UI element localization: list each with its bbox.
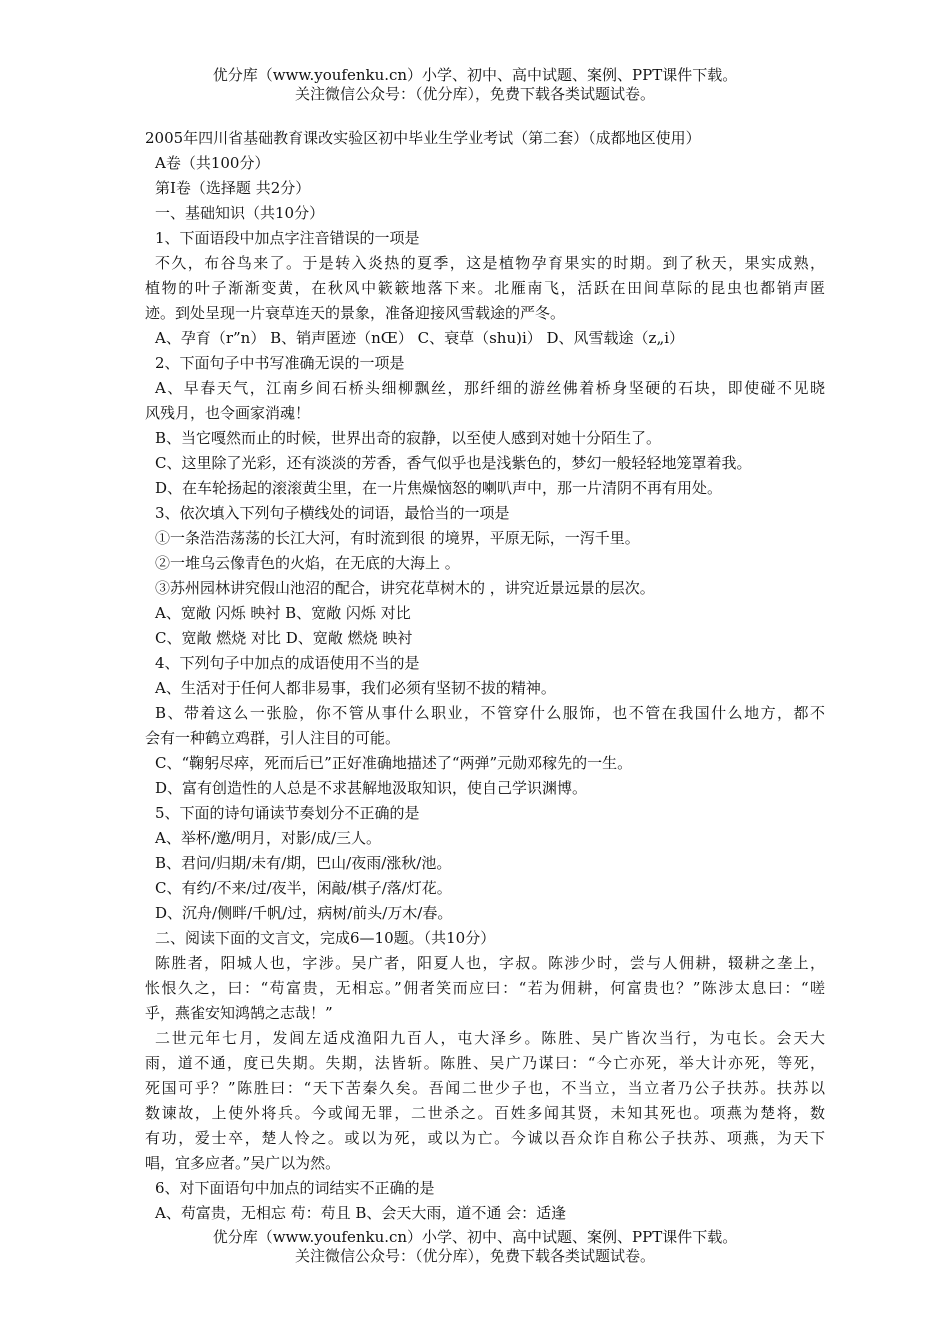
text-line: 3、依次填入下列句子横线处的词语，最恰当的一项是 [155, 504, 510, 522]
text-line: C、这里除了光彩，还有淡淡的芳香，香气似乎也是浅紫色的，梦幻一般轻轻地笼罩着我。 [155, 454, 752, 472]
text-line: 唱，宜多应者。”吴广以为然。 [145, 1154, 341, 1172]
text-line: B、君问/归期/未有/期，巴山/夜雨/涨秋/池。 [155, 854, 452, 872]
text-line: D、在车轮扬起的滚滚黄尘里，在一片焦燥恼怒的喇叭声中，那一片清阴不再有用处。 [155, 479, 723, 497]
text-line: 4、下列句子中加点的成语使用不当的是 [155, 654, 420, 672]
text-line: A、孕育（r”n） B、销声匿迹（nŒ） C、衰草（shu)i） D、风雪载途（z„i） [155, 329, 685, 347]
page-header [0, 66, 950, 104]
text-line: B、带着这么一张脸，你不管从事什么职业，不管穿什么服饰，也不管在我国什么地方，都不 [155, 704, 825, 722]
text-line: 第Ⅰ卷（选择题 共2分） [155, 179, 311, 197]
text-line: A卷（共100分） [155, 154, 270, 172]
header-line-2: 关注微信公众号：（优分库），免费下载各类试题试卷。 [294, 85, 655, 103]
text-line: ③苏州园林讲究假山池沼的配合，讲究花草树木的 ，讲究近景远景的层次。 [155, 579, 655, 597]
text-line: 乎，燕雀安知鸿鹄之志哉！” [145, 1004, 333, 1022]
text-line: 植物的叶子渐渐变黄，在秋风中簌簌地落下来。北雁南飞，活跃在田间草际的昆虫也都销声匿 [145, 279, 825, 297]
text-line: C、“鞠躬尽瘁，死而后已”正好准确地描述了“两弹”元勋邓稼先的一生。 [155, 754, 633, 772]
text-line: ②一堆乌云像青色的火焰，在无底的大海上 。 [155, 554, 460, 572]
text-line: D、沉舟/侧畔/千帆/过，病树/前头/万木/春。 [155, 904, 453, 922]
text-line: 怅恨久之，曰：“苟富贵，无相忘。”佣者笑而应曰：“若为佣耕，何富贵也？”陈涉太息曰：“嗟 [145, 979, 825, 997]
text-line: A、生活对于任何人都非易事，我们必须有坚韧不拔的精神。 [155, 679, 556, 697]
text-line: A、宽敞 闪烁 映衬 B、宽敞 闪烁 对比 [155, 604, 411, 622]
page-footer [0, 1228, 950, 1266]
text-line: 5、下面的诗句诵读节奏划分不正确的是 [155, 804, 420, 822]
text-line: 死国可乎？”陈胜曰：“天下苦秦久矣。吾闻二世少子也，不当立，当立者乃公子扶苏。扶苏以 [145, 1079, 825, 1097]
text-line: 雨，道不通，度已失期。失期，法皆斩。陈胜、吴广乃谋曰：“今亡亦死，举大计亦死，等死， [145, 1054, 825, 1072]
text-line: 二、阅读下面的文言文，完成6—10题。（共10分） [155, 929, 496, 947]
text-line: 6、对下面语句中加点的词结实不正确的是 [155, 1179, 435, 1197]
text-line: B、当它嘎然而止的时候，世界出奇的寂静，以至使人感到对她十分陌生了。 [155, 429, 662, 447]
text-line: 不久，布谷鸟来了。于是转入炎热的夏季，这是植物孕育果实的时期。到了秋天，果实成熟， [155, 254, 825, 272]
text-line: 二世元年七月，发闾左适戍渔阳九百人，屯大泽乡。陈胜、吴广皆次当行，为屯长。会天大 [155, 1029, 825, 1047]
header-line-1: 优分库（www.youfenku.cn）小学、初中、高中试题、案例、PPT课件下载。 [212, 66, 738, 84]
exam-body [145, 126, 825, 1226]
text-line: A、早春天气，江南乡间石桥头细柳飘丝，那纤细的游丝佛着桥身坚硬的石块，即使碰不见晓 [155, 379, 825, 397]
text-line: A、苟富贵，无相忘 苟：苟且 B、会天大雨，道不通 会：适逢 [155, 1204, 567, 1222]
text-line: C、有约/不来/过/夜半，闲敲/棋子/落/灯花。 [155, 879, 452, 897]
text-line: 2、下面句子中书写准确无误的一项是 [155, 354, 405, 372]
text-line: ①一条浩浩荡荡的长江大河，有时流到很 的境界，平原无际，一泻千里。 [155, 529, 640, 547]
text-line: 一、基础知识（共10分） [155, 204, 325, 222]
text-line: 2005年四川省基础教育课改实验区初中毕业生学业考试（第二套）（成都地区使用） [145, 129, 701, 147]
text-line: C、宽敞 燃烧 对比 D、宽敞 燃烧 映衬 [155, 629, 413, 647]
footer-line-2: 关注微信公众号：（优分库），免费下载各类试题试卷。 [294, 1247, 655, 1265]
text-line: 会有一种鹤立鸡群，引人注目的可能。 [145, 729, 401, 747]
text-line: 1、下面语段中加点字注音错误的一项是 [155, 229, 420, 247]
text-line: A、举杯/邀/明月，对影/成/三人。 [155, 829, 382, 847]
text-line: 有功，爱士卒，楚人怜之。或以为死，或以为亡。今诚以吾众诈自称公子扶苏、项燕，为天下 [145, 1129, 825, 1147]
text-line: 迹。到处呈现一片衰草连天的景象，准备迎接风雪载途的严冬。 [145, 304, 566, 322]
text-line: 陈胜者，阳城人也，字涉。吴广者，阳夏人也，字叔。陈涉少时，尝与人佣耕，辍耕之垄上， [155, 954, 825, 972]
text-line: 风残月，也令画家消魂！ [145, 404, 311, 422]
footer-line-1: 优分库（www.youfenku.cn）小学、初中、高中试题、案例、PPT课件下载。 [212, 1228, 738, 1246]
text-line: D、富有创造性的人总是不求甚解地汲取知识，使自己学识渊博。 [155, 779, 588, 797]
text-line: 数谏故，上使外将兵。今或闻无罪，二世杀之。百姓多闻其贤，未知其死也。项燕为楚将，数 [145, 1104, 825, 1122]
